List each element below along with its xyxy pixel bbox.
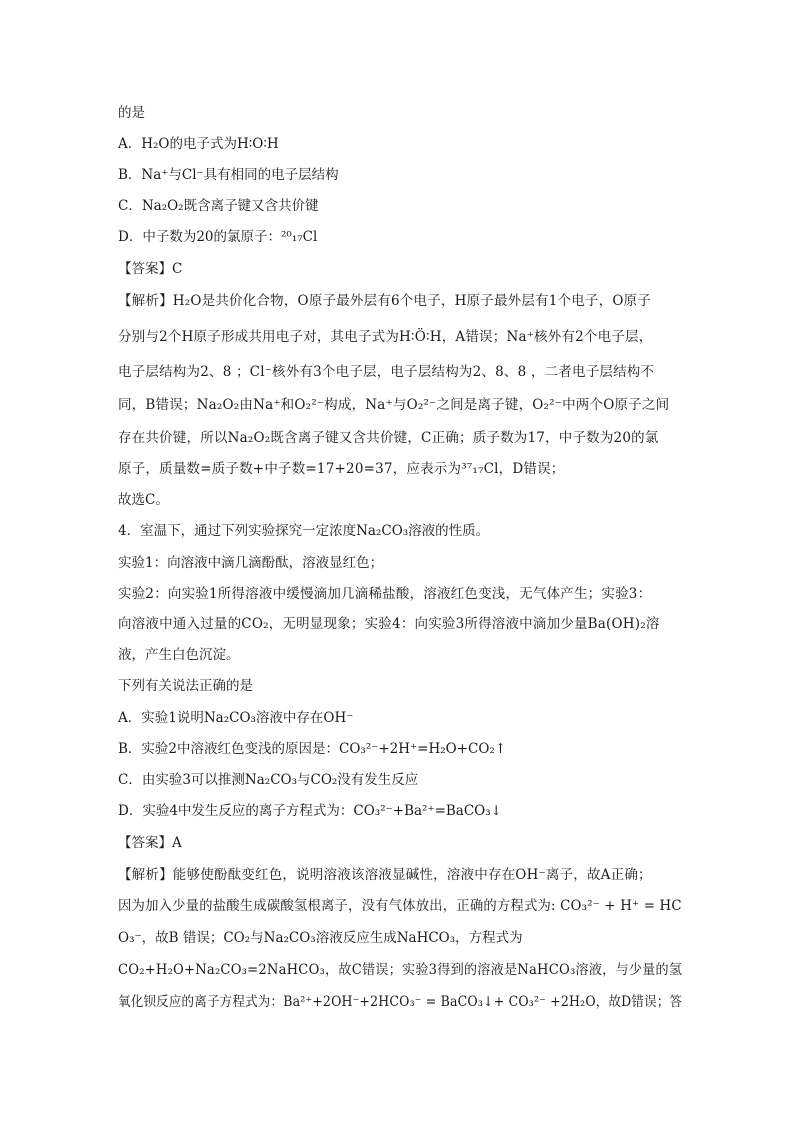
question-prompt: 下列有关说法正确的是 <box>118 678 253 694</box>
answer-label: 【答案】C <box>118 261 183 277</box>
experiment-3: 向溶液中通入过量的CO₂，无明显现象；实验4：向实验3所得溶液中滴加少量Ba(OH)₂溶 <box>118 616 660 632</box>
analysis-line: 【解析】能够使酚酞变红色，说明溶液该溶液显碱性，溶液中存在OH⁻离子，故A正确； <box>118 867 652 883</box>
option-c: C．Na₂O₂既含离子键又含共价键 <box>118 198 319 214</box>
conclusion: 故选C。 <box>118 492 169 508</box>
analysis-line: 原子，质量数=质子数+中子数=17+20=37，应表示为³⁷₁₇Cl，D错误； <box>118 461 565 477</box>
analysis-line: 因为加入少量的盐酸生成碳酸氢根离子，没有气体放出，正确的方程式为: CO₃²⁻ + H⁺ = HC <box>118 898 682 914</box>
answer-label: 【答案】A <box>118 835 182 851</box>
option-a: A．实验1说明Na₂CO₃溶液中存在OH⁻ <box>118 710 354 726</box>
experiment-1: 实验1：向溶液中滴几滴酚酞，溶液显红色； <box>118 555 384 571</box>
analysis-line: 电子层结构为2、8 ；Cl⁻核外有3个电子层，电子层结构为2、8、8 ，二者电子层结构不 <box>118 364 655 380</box>
analysis-line: 分别与2个H原子形成共用电子对，其电子式为H∶Ö∶H，A错误；Na⁺核外有2个电子层， <box>118 329 653 345</box>
option-b: B．实验2中溶液红色变浅的原因是：CO₃²⁻+2H⁺=H₂O+CO₂↑ <box>118 741 507 757</box>
analysis-line: 【解析】H₂O是共价化合物，O原子最外层有6个电子，H原子最外层有1个电子，O原子 <box>118 293 652 309</box>
option-d: D．实验4中发生反应的离子方程式为：CO₃²⁻+Ba²⁺=BaCO₃↓ <box>118 803 502 819</box>
analysis-line: 存在共价键，所以Na₂O₂既含离子键又含共价键，C正确；质子数为17，中子数为20的氯 <box>118 430 659 446</box>
option-c: C．由实验3可以推测Na₂CO₃与CO₂没有发生反应 <box>118 772 419 788</box>
analysis-line: 同，B错误；Na₂O₂由Na⁺和O₂²⁻构成，Na⁺与O₂²⁻之间是离子键，O₂²⁻中两个O原子之间 <box>118 397 670 413</box>
question-4-stem: 4．室温下，通过下列实验探究一定浓度Na₂CO₃溶液的性质。 <box>118 523 490 539</box>
analysis-line: CO₂+H₂O+Na₂CO₃=2NaHCO₃，故C错误；实验3得到的溶液是NaHCO₃溶液，与少量的氢 <box>118 962 683 978</box>
question-stem-tail: 的是 <box>118 105 145 121</box>
analysis-line: O₃⁻，故B 错误；CO₂与Na₂CO₃溶液反应生成NaHCO₃，方程式为 <box>118 930 523 946</box>
experiment-2: 实验2：向实验1所得溶液中缓慢滴加几滴稀盐酸，溶液红色变浅，无气体产生；实验3： <box>118 586 652 602</box>
option-b: B．Na⁺与Cl⁻具有相同的电子层结构 <box>118 167 339 183</box>
experiment-4: 液，产生白色沉淀。 <box>118 647 240 663</box>
option-a: A．H₂O的电子式为H∶O∶H <box>118 136 279 152</box>
option-d: D．中子数为20的氯原子：²⁰₁₇Cl <box>118 229 318 245</box>
analysis-line: 氧化钡反应的离子方程式为：Ba²⁺+2OH⁻+2HCO₃⁻ = BaCO₃↓+ CO₃²⁻ +2H₂O，故D错误；答 <box>118 994 683 1010</box>
